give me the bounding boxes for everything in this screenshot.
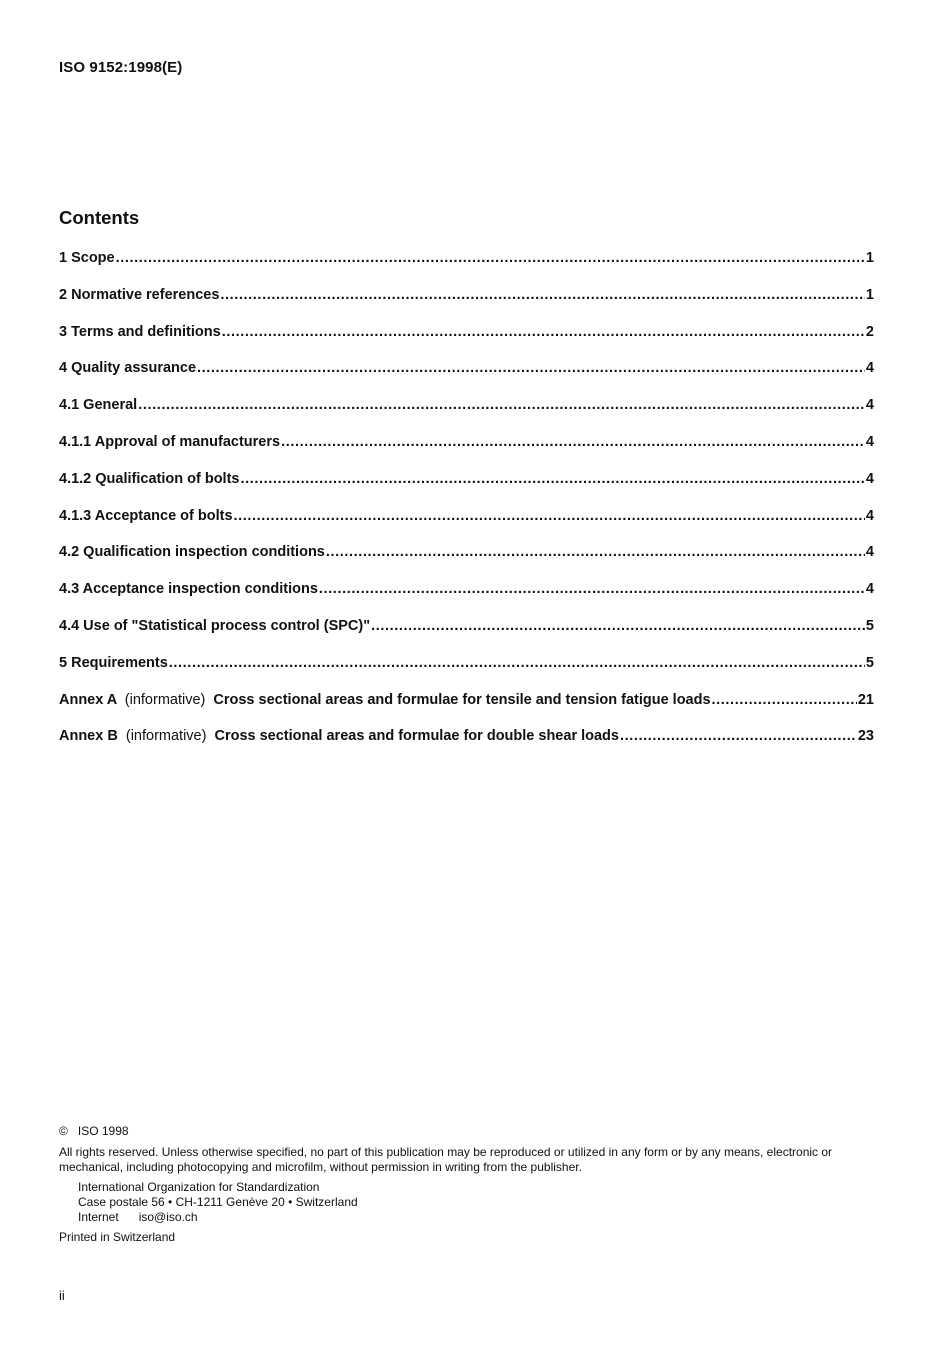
toc-entry[interactable] <box>59 471 874 508</box>
toc-leader-dots <box>234 508 865 524</box>
annex-qualifier: (informative) <box>125 728 207 745</box>
toc-page-number: 4 <box>865 470 874 487</box>
toc-page-number: 1 <box>865 250 874 266</box>
toc-leader-dots <box>326 544 865 560</box>
toc-page-number: 4 <box>865 544 874 561</box>
toc-page-number: 23 <box>857 728 874 745</box>
toc-entry[interactable] <box>59 287 874 324</box>
toc-leader-dots <box>169 655 865 671</box>
toc-entry[interactable] <box>59 655 874 692</box>
copyright-block <box>59 1124 874 1245</box>
toc-leader-dots <box>712 692 857 708</box>
publisher-address <box>59 1180 874 1225</box>
toc-leader-dots <box>319 581 865 597</box>
toc-page-number: 4 <box>865 433 874 450</box>
publisher-name: International Organization for Standardization <box>78 1180 320 1194</box>
toc-entry-title: 4.1 General <box>59 397 138 414</box>
printed-location: Printed in Switzerland <box>59 1230 176 1244</box>
copyright-symbol: © <box>59 1124 68 1138</box>
toc-page-number: 21 <box>857 691 874 708</box>
toc-entry-title: 4.4 Use of "Statistical process control (SPC)" <box>59 617 371 634</box>
toc-entry-title: 4.1.1 Approval of manufacturers <box>59 433 281 450</box>
toc-entry-title: 4.2 Qualification inspection conditions <box>59 544 325 561</box>
toc-page-number: 5 <box>865 617 874 634</box>
toc-leader-dots <box>371 618 865 634</box>
toc-leader-dots <box>240 471 864 487</box>
toc-entry[interactable] <box>59 618 874 655</box>
toc-entry[interactable] <box>59 324 874 361</box>
toc-entry-title: 4.3 Acceptance inspection conditions <box>59 581 318 598</box>
annex-label: Annex A <box>59 691 117 708</box>
toc-leader-dots <box>281 434 865 450</box>
email-link[interactable]: iso@iso.ch <box>138 1210 198 1224</box>
toc-leader-dots <box>222 324 865 340</box>
toc-entry-title: 4.1.3 Acceptance of bolts <box>59 507 233 524</box>
toc-page-number: 4 <box>865 397 874 414</box>
annex-qualifier: (informative) <box>124 691 206 708</box>
toc-entry-annex[interactable] <box>59 692 874 729</box>
toc-entry[interactable] <box>59 544 874 581</box>
copyright-year: ISO 1998 <box>77 1124 129 1138</box>
contents-heading: Contents <box>59 207 140 228</box>
toc-page-number: 4 <box>865 581 874 598</box>
toc-entry-title: 3 Terms and definitions <box>59 323 221 340</box>
table-of-contents <box>59 250 874 765</box>
document-identifier: ISO 9152:1998(E) <box>59 59 183 76</box>
toc-entry[interactable] <box>59 508 874 545</box>
internet-label: Internet <box>78 1210 119 1224</box>
annex-subtitle: Cross sectional areas and formulae for tensile and tension fatigue loads <box>213 691 711 708</box>
toc-entry-title <box>59 692 711 708</box>
toc-leader-dots <box>197 360 865 376</box>
toc-entry[interactable] <box>59 434 874 471</box>
toc-leader-dots <box>620 728 857 744</box>
toc-entry-title: 4 Quality assurance <box>59 360 197 377</box>
annex-label: Annex B <box>59 728 118 745</box>
toc-page-number: 5 <box>865 654 874 671</box>
toc-entry[interactable] <box>59 250 874 287</box>
page-number: ii <box>59 1288 65 1303</box>
toc-entry[interactable] <box>59 581 874 618</box>
toc-leader-dots <box>116 250 865 266</box>
toc-entry-title: 2 Normative references <box>59 286 220 303</box>
toc-entry[interactable] <box>59 360 874 397</box>
postal-address: Case postale 56 • CH-1211 Genève 20 • Switzerland <box>78 1195 358 1209</box>
annex-subtitle: Cross sectional areas and formulae for double shear loads <box>214 728 619 745</box>
toc-entry-title: 5 Requirements <box>59 654 168 671</box>
toc-leader-dots <box>138 397 865 413</box>
toc-page-number: 1 <box>865 286 874 303</box>
copyright-line <box>59 1124 874 1139</box>
toc-entry[interactable] <box>59 397 874 434</box>
toc-entry-title <box>59 728 619 744</box>
toc-entry-annex[interactable] <box>59 728 874 765</box>
internet-line <box>78 1210 874 1225</box>
toc-leader-dots <box>220 287 865 303</box>
rights-statement: All rights reserved. Unless otherwise specified, no part of this publication may be reproduced or utilized in any form or by any means, electronic or mechanical, including photocopying and microfilm, without permission in writing from the publisher. <box>59 1145 833 1174</box>
toc-page-number: 4 <box>865 507 874 524</box>
toc-page-number: 2 <box>865 323 874 340</box>
toc-entry-title: 4.1.2 Qualification of bolts <box>59 470 240 487</box>
toc-page-number: 4 <box>865 360 874 377</box>
toc-entry-title: 1 Scope <box>59 250 115 266</box>
